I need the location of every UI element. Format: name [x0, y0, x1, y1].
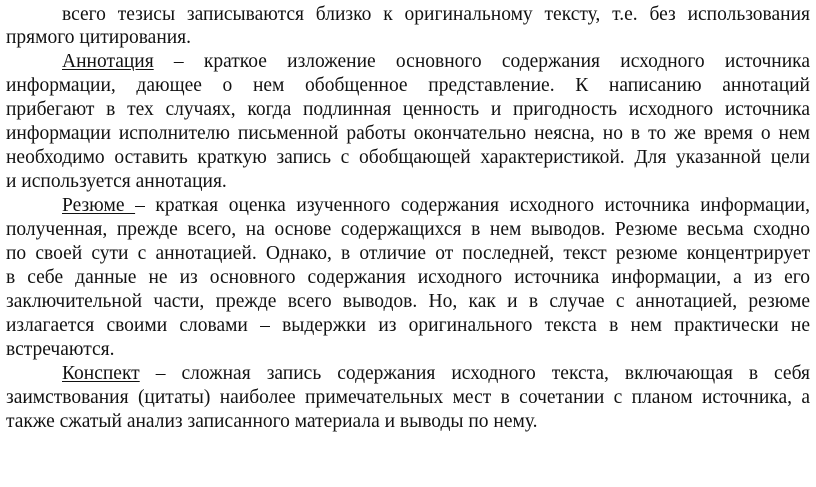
konspekt-definition-start: – сложная запись содержания исходного текста, включающая в себя: [139, 363, 810, 384]
resume-line-1: [62, 194, 810, 218]
annotation-line-1: [62, 50, 810, 74]
annotation-term: Аннотация: [62, 51, 154, 72]
intro-line-2: прямого цитирования.: [6, 27, 192, 48]
annotation-definition-start: – краткое изложение основного содержания исходного источника: [153, 51, 810, 72]
intro-line-1: всего тезисы записываются близко к оригинальному тексту, т.е. без использования: [62, 4, 810, 25]
konspekt-line-1: [62, 362, 810, 386]
annotation-line-5: необходимо оставить краткую запись с обобщающей характеристикой. Для указанной цели: [6, 147, 810, 168]
resume-term: Резюме: [62, 195, 136, 216]
annotation-line-2: информации, дающее о нем обобщенное представление. К написанию аннотаций: [6, 75, 810, 96]
resume-line-7: встречаются.: [6, 339, 115, 360]
resume-line-3: по своей сути с аннотацией. Однако, в отличие от последней, текст резюме концентрирует: [6, 243, 810, 264]
resume-definition-start: – краткая оценка изученного содержания исходного источника информации,: [135, 195, 810, 216]
konspekt-term: Конспект: [62, 363, 140, 384]
konspekt-line-3: также сжатый анализ записанного материала и выводы по нему.: [6, 411, 538, 432]
resume-line-5: заключительной части, прежде всего выводов. Но, как и в случае с аннотацией, резюме: [6, 291, 810, 312]
resume-line-2: полученная, прежде всего, на основе содержащихся в нем выводов. Резюме весьма сходно: [6, 219, 810, 240]
annotation-line-4: информации исполнителю письменной работы окончательно неясна, но в то же время о нем: [6, 123, 810, 144]
konspekt-line-2: заимствования (цитаты) наиболее примечательных мест в сочетании с планом источника, а: [6, 387, 810, 408]
annotation-line-6: и используется аннотация.: [6, 171, 227, 192]
annotation-line-3: прибегают в тех случаях, когда подлинная ценность и пригодность исходного источника: [6, 99, 810, 120]
resume-line-6: излагается своими словами – выдержки из оригинального текста в нем практически не: [6, 315, 810, 336]
resume-line-4: в себе данные не из основного содержания исходного источника информации, а из его: [6, 267, 810, 288]
